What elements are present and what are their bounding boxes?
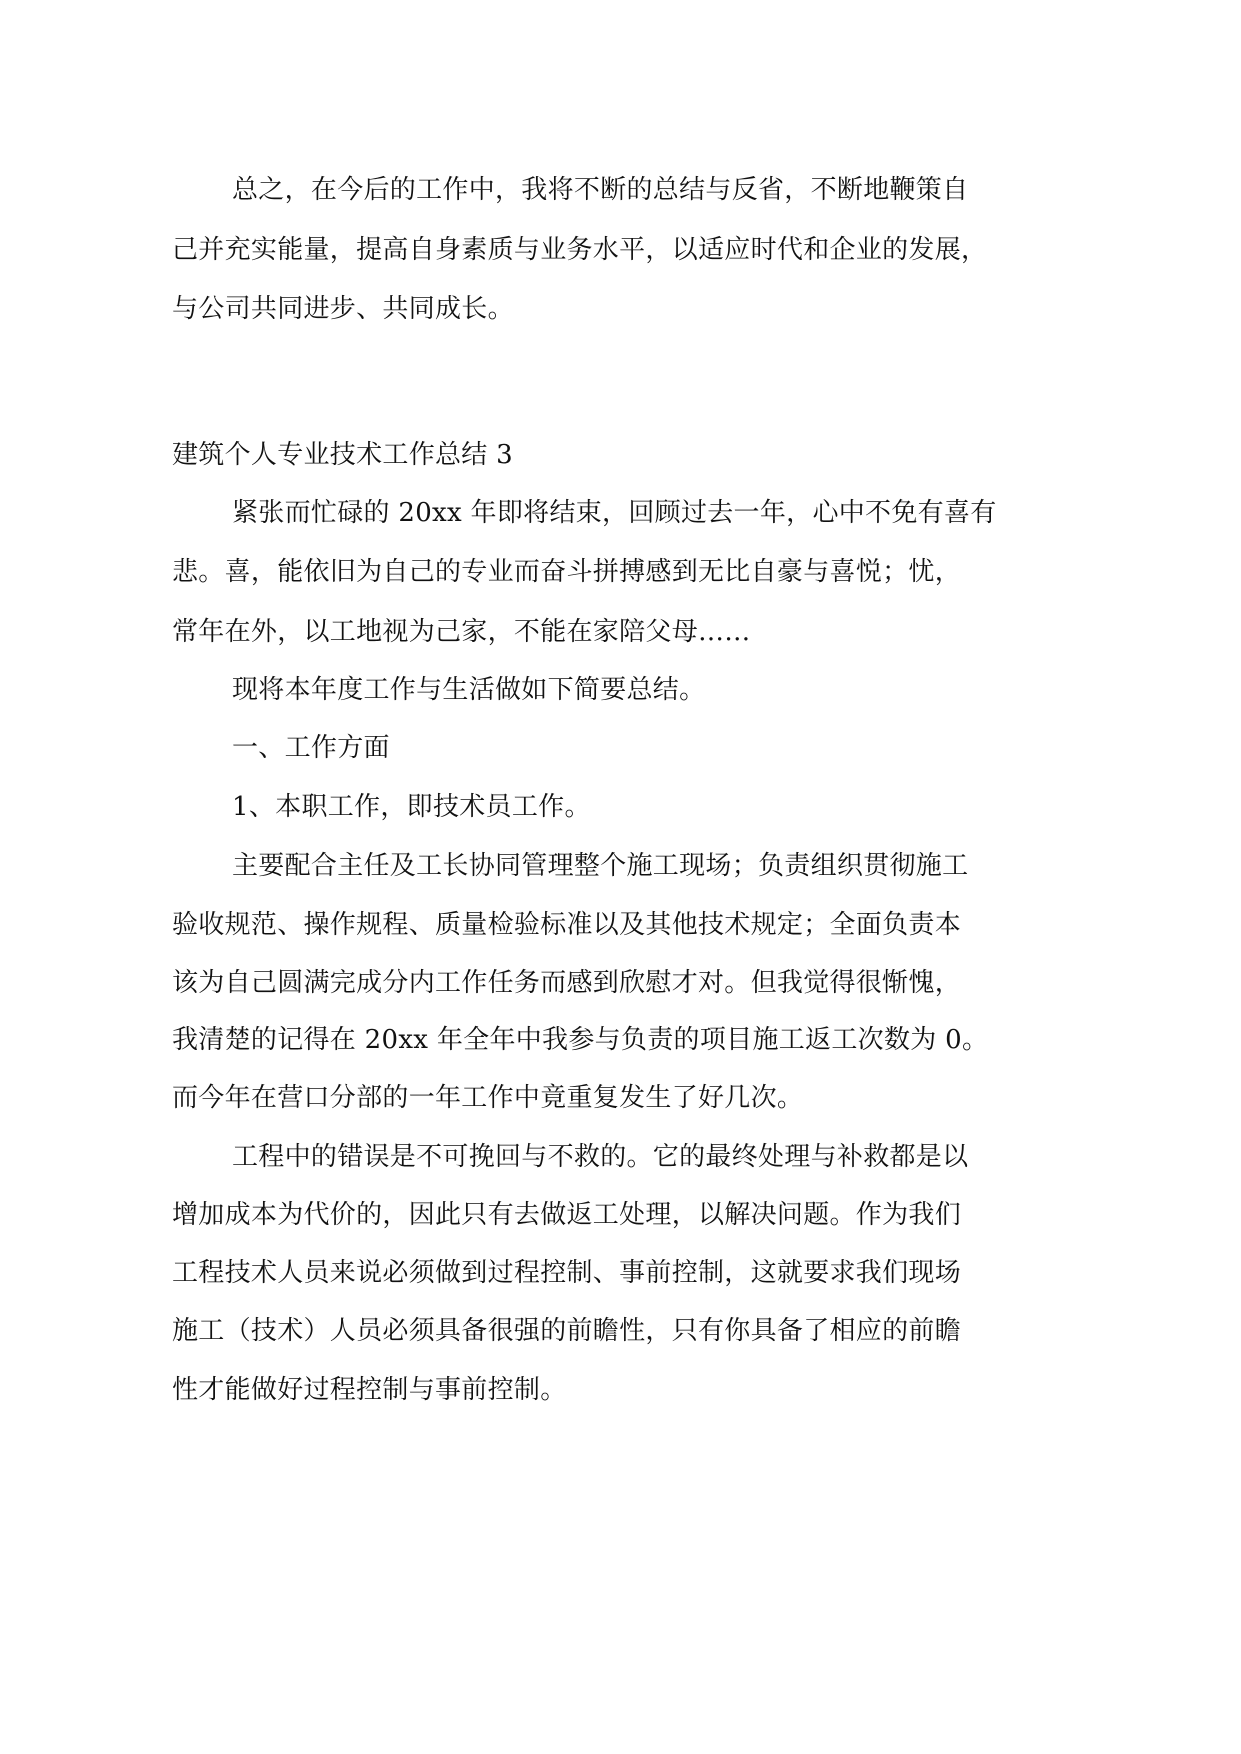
paragraph-line: 总之，在今后的工作中，我将不断的总结与反省，不断地鞭策自	[232, 175, 969, 205]
paragraph-line: 验收规范、操作规程、质量检验标准以及其他技术规定；全面负责本	[172, 910, 962, 940]
paragraph-line: 己并充实能量，提高自身素质与业务水平，以适应时代和企业的发展，	[172, 235, 988, 265]
paragraph-line: 增加成本为代价的，因此只有去做返工处理，以解决问题。作为我们	[172, 1200, 962, 1230]
paragraph-line: 我清楚的记得在 20xx 年全年中我参与负责的项目施工返工次数为 0。	[172, 1025, 989, 1055]
paragraph-line: 现将本年度工作与生活做如下简要总结。	[232, 675, 706, 705]
paragraph-line: 悲。喜，能依旧为自己的专业而奋斗拼搏感到无比自豪与喜悦；忧，	[172, 557, 962, 587]
paragraph-line: 性才能做好过程控制与事前控制。	[172, 1375, 567, 1405]
paragraph-line: 紧张而忙碌的 20xx 年即将结束，回顾过去一年，心中不免有喜有	[232, 498, 997, 528]
paragraph-line: 工程技术人员来说必须做到过程控制、事前控制，这就要求我们现场	[172, 1258, 962, 1288]
paragraph-line: 与公司共同进步、共同成长。	[172, 294, 514, 324]
paragraph-line: 一、工作方面	[232, 733, 390, 763]
paragraph-line: 常年在外，以工地视为己家，不能在家陪父母……	[172, 617, 751, 647]
paragraph-line: 工程中的错误是不可挽回与不救的。它的最终处理与补救都是以	[232, 1142, 969, 1172]
paragraph-line: 施工（技术）人员必须具备很强的前瞻性，只有你具备了相应的前瞻	[172, 1316, 962, 1346]
paragraph-line: 而今年在营口分部的一年工作中竟重复发生了好几次。	[172, 1083, 804, 1113]
paragraph-line: 1、本职工作，即技术员工作。	[232, 792, 591, 822]
paragraph-line: 该为自己圆满完成分内工作任务而感到欣慰才对。但我觉得很惭愧，	[172, 968, 962, 998]
paragraph-line: 主要配合主任及工长协同管理整个施工现场；负责组织贯彻施工	[232, 851, 969, 881]
section-heading: 建筑个人专业技术工作总结 3	[172, 440, 514, 470]
